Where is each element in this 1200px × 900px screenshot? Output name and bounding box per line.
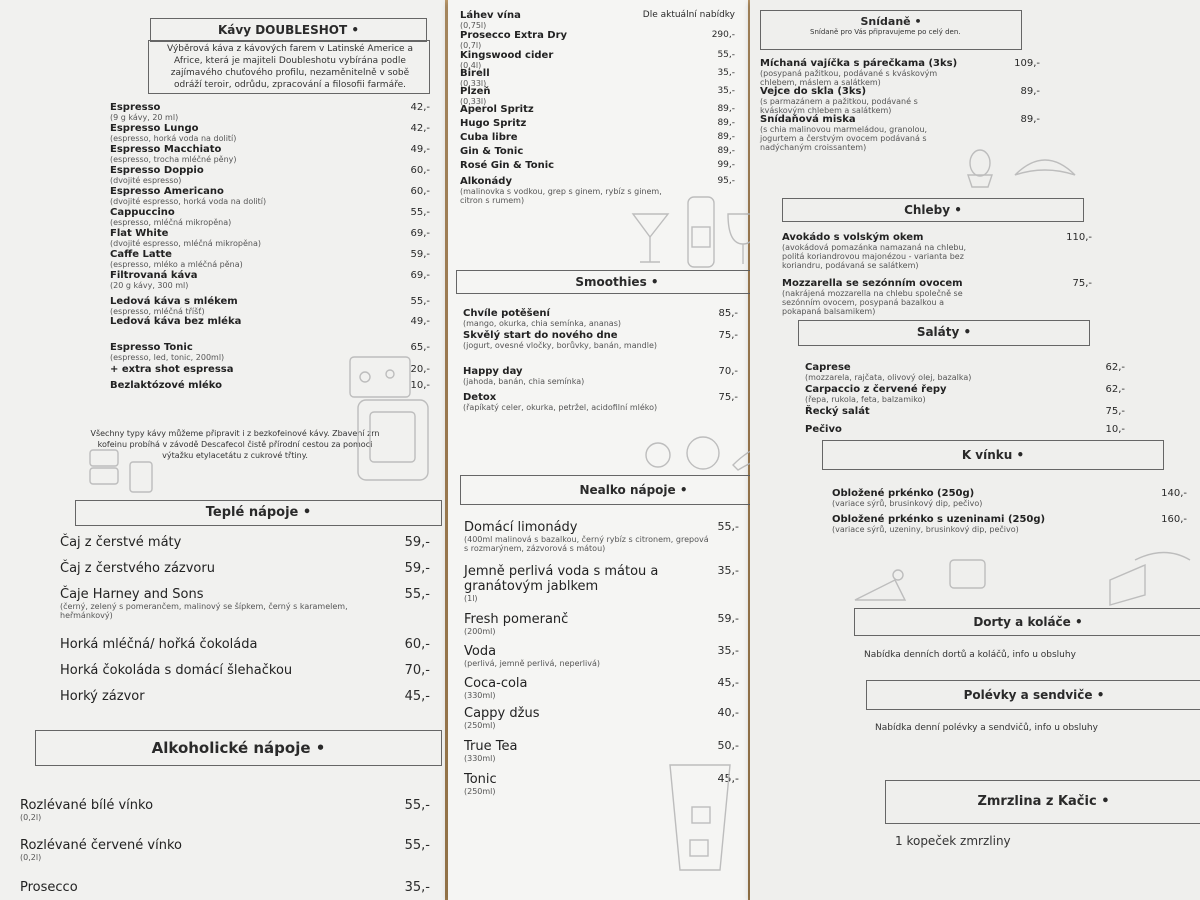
menu-item-name: Cappy džus bbox=[464, 706, 540, 721]
menu-item-description: (0,33l) bbox=[460, 79, 487, 88]
menu-item-description: (20 g kávy, 300 ml) bbox=[110, 281, 189, 290]
menu-item bbox=[463, 330, 748, 350]
menu-item-name: Obložené prkénko s uzeninami (250g) bbox=[832, 514, 1046, 525]
menu-item bbox=[110, 228, 440, 248]
menu-item-price: 59,- bbox=[404, 561, 430, 576]
menu-item-name: Jemně perlivá voda s mátou a granátovým jablkem bbox=[464, 564, 659, 594]
cakes-note: Nabídka denních dortů a koláčů, info u obsluhy bbox=[864, 650, 1076, 660]
menu-item-description: (variace sýrů, uzeniny, brusinkový dip, pečivo) bbox=[832, 525, 1019, 534]
menu-item-name: Míchaná vajíčka s párečkama (3ks) bbox=[760, 58, 958, 69]
menu-item-name: Ledová káva s mlékem bbox=[110, 296, 238, 307]
menu-item bbox=[110, 186, 440, 206]
menu-item-description: (dvojité espresso) bbox=[110, 176, 182, 185]
menu-item-name: Espresso Doppio bbox=[110, 165, 204, 176]
menu-item-price: 10,- bbox=[410, 380, 430, 391]
menu-item-name: Cuba libre bbox=[460, 132, 518, 143]
section-header-breads: Chleby • bbox=[782, 198, 1084, 222]
menu-item-price: 60,- bbox=[410, 186, 430, 197]
menu-item-price: Dle aktuální nabídky bbox=[642, 10, 735, 20]
menu-item-name: Ledová káva bez mléka bbox=[110, 316, 242, 327]
menu-item-price: 45,- bbox=[717, 676, 739, 689]
wine-snacks-list bbox=[832, 488, 1197, 548]
menu-item-price: 35,- bbox=[404, 880, 430, 895]
menu-item-name: Plzeň bbox=[460, 86, 491, 97]
menu-item-price: 35,- bbox=[717, 644, 739, 657]
menu-item-description: (espresso, mléčná mikropěna) bbox=[110, 218, 232, 227]
menu-item bbox=[110, 123, 440, 143]
menu-item bbox=[760, 58, 1050, 87]
menu-item-price: 50,- bbox=[717, 739, 739, 752]
menu-item-price: 42,- bbox=[410, 123, 430, 134]
menu-item-price: 59,- bbox=[404, 535, 430, 550]
menu-item-description: (0,4l) bbox=[460, 61, 482, 70]
menu-item-price: 69,- bbox=[410, 228, 430, 239]
menu-item bbox=[460, 10, 745, 30]
menu-item-name: Rosé Gin & Tonic bbox=[460, 160, 555, 171]
menu-item-price: 290,- bbox=[711, 30, 735, 40]
menu-item-name: Birell bbox=[460, 68, 490, 79]
menu-item-price: 59,- bbox=[717, 612, 739, 625]
hot-drinks-list bbox=[60, 535, 440, 745]
menu-item-price: 55,- bbox=[410, 207, 430, 218]
menu-item-price: 89,- bbox=[1020, 114, 1040, 125]
menu-item bbox=[460, 50, 745, 70]
menu-item-name: Čaje Harney and Sons bbox=[60, 587, 204, 602]
menu-item-name: Bezlaktózové mléko bbox=[110, 380, 223, 391]
menu-item-name: + extra shot espressa bbox=[110, 364, 234, 375]
menu-item bbox=[60, 587, 440, 620]
menu-item bbox=[60, 561, 440, 576]
menu-item-name: Flat White bbox=[110, 228, 169, 239]
menu-item-price: 65,- bbox=[410, 342, 430, 353]
menu-item-name: Carpaccio z červené řepy bbox=[805, 384, 947, 395]
menu-item-description: (0,2l) bbox=[20, 853, 42, 862]
menu-item-price: 160,- bbox=[1161, 514, 1187, 525]
menu-item-price: 45,- bbox=[404, 689, 430, 704]
menu-item-price: 62,- bbox=[1105, 362, 1125, 373]
menu-item-name: Vejce do skla (3ks) bbox=[760, 86, 867, 97]
smoothies-list bbox=[463, 308, 748, 423]
menu-item-description: (variace sýrů, brusinkový dip, pečivo) bbox=[832, 499, 983, 508]
menu-item-description: (200ml) bbox=[464, 627, 496, 636]
menu-item-name: Detox bbox=[463, 392, 497, 403]
coffee-machine-illustration-icon bbox=[340, 352, 440, 492]
menu-item-description: (malinovka s vodkou, grep s ginem, rybíz s ginem, citron s rumem) bbox=[460, 187, 662, 205]
menu-item-price: 75,- bbox=[1105, 406, 1125, 417]
menu-item-name: Mozzarella se sezónním ovocem bbox=[782, 278, 963, 289]
menu-item bbox=[20, 838, 440, 862]
menu-item-description: (s chia malinovou marmeládou, granolou, jogurtem a čerstvým ovocem podávaná s nadýchaným croissantem) bbox=[760, 125, 928, 152]
menu-item-name: Horký zázvor bbox=[60, 689, 145, 704]
menu-item-price: 42,- bbox=[410, 102, 430, 113]
menu-item-name: Coca-cola bbox=[464, 676, 528, 691]
menu-item bbox=[110, 249, 440, 269]
menu-item-name: Happy day bbox=[463, 366, 523, 377]
menu-item-price: 35,- bbox=[717, 68, 735, 78]
menu-item-name: Řecký salát bbox=[805, 406, 870, 417]
menu-item-price: 59,- bbox=[410, 249, 430, 260]
menu-item bbox=[760, 86, 1050, 115]
section-title-hot-drinks: Teplé nápoje bbox=[205, 505, 299, 520]
menu-item-price: 89,- bbox=[717, 118, 735, 128]
menu-item bbox=[464, 706, 749, 730]
salads-list bbox=[805, 362, 1135, 447]
menu-item bbox=[460, 146, 745, 157]
menu-item-name: Prosecco bbox=[20, 880, 78, 895]
menu-item-price: 10,- bbox=[1105, 424, 1125, 435]
menu-item-price: 55,- bbox=[404, 587, 430, 602]
menu-item-name: Kingswood cider bbox=[460, 50, 554, 61]
coffee-intro-text: Výběrová káva z kávových farem v Latinské Americe a Africe, která je majiteli Doubleshotu vybírána podle zajímavého chuťového profilu, nezaměnitelně v sobě odráží teroir, odrůdu, zpracování a filosofii farmáře. bbox=[167, 44, 413, 90]
menu-item-price: 85,- bbox=[718, 308, 738, 319]
menu-item-price: 35,- bbox=[717, 564, 739, 577]
menu-item bbox=[464, 564, 749, 603]
menu-item-price: 55,- bbox=[717, 50, 735, 60]
menu-item-description: (černý, zelený s pomerančem, malinový se šípkem, černý s karamelem, heřmánkový) bbox=[60, 602, 348, 620]
menu-item bbox=[805, 424, 1135, 435]
section-header-cakes: Dorty a koláče • bbox=[854, 608, 1200, 636]
section-header-alcohol: Alkoholické nápoje • bbox=[35, 730, 442, 766]
menu-item-name: Čaj z čerstvé máty bbox=[60, 535, 182, 550]
menu-item-name: Rozlévané červené vínko bbox=[20, 838, 182, 853]
breakfast-subtitle: Snídaně pro Vás připravujeme po celý den. bbox=[810, 28, 961, 36]
section-header-hot-drinks: Teplé nápoje • bbox=[75, 500, 442, 526]
menu-item-name: Horká mléčná/ hořká čokoláda bbox=[60, 637, 258, 652]
section-title-cakes: Dorty a koláče bbox=[973, 615, 1071, 629]
menu-item-description: (9 g kávy, 20 ml) bbox=[110, 113, 179, 122]
menu-item-name: Snídaňová miska bbox=[760, 114, 856, 125]
menu-item-description: (espresso, horká voda na dolití) bbox=[110, 134, 237, 143]
menu-item bbox=[460, 30, 745, 50]
menu-item bbox=[782, 232, 1102, 270]
menu-item bbox=[463, 366, 748, 386]
menu-item-description: (0,75l) bbox=[460, 21, 487, 30]
menu-item-name: Aperol Spritz bbox=[460, 104, 534, 115]
section-header-icecream: Zmrzlina z Kačic • bbox=[885, 780, 1200, 824]
menu-item-price: 110,- bbox=[1066, 232, 1092, 243]
menu-panel-left bbox=[0, 0, 445, 900]
menu-item-name: Fresh pomeranč bbox=[464, 612, 569, 627]
menu-item-price: 40,- bbox=[717, 706, 739, 719]
menu-item bbox=[110, 207, 440, 227]
menu-item-name: Hugo Spritz bbox=[460, 118, 527, 129]
menu-item-name: Espresso Americano bbox=[110, 186, 224, 197]
decaf-note: Všechny typy kávy můžeme připravit i z bezkofeinové kávy. Zbavení zrn kofeinu probíhá v závodě Descafecol čistě přírodní cestou za pomoci výtažku etylacetátu z cukrové třtiny. bbox=[90, 429, 380, 460]
menu-item-price: 60,- bbox=[410, 165, 430, 176]
menu-item-name: Espresso Tonic bbox=[110, 342, 193, 353]
menu-item-description: (nakrájená mozzarella na chlebu společně se sezónním ovocem, posypaná bazalkou a pokapaná balsamikem) bbox=[782, 289, 963, 316]
menu-item-description: (dvojité espresso, horká voda na dolití) bbox=[110, 197, 267, 206]
menu-item-description: (espresso, mléčná tříšť) bbox=[110, 307, 205, 316]
menu-item bbox=[60, 689, 440, 704]
menu-item-name: Gin & Tonic bbox=[460, 146, 524, 157]
menu-item-description: (espresso, mléko a mléčná pěna) bbox=[110, 260, 243, 269]
menu-item bbox=[463, 308, 748, 328]
menu-item-name: Pečivo bbox=[805, 424, 842, 435]
menu-item bbox=[110, 102, 440, 122]
menu-item bbox=[110, 316, 440, 327]
menu-item bbox=[464, 520, 749, 553]
menu-item-price: 89,- bbox=[1020, 86, 1040, 97]
menu-item bbox=[464, 644, 749, 668]
menu-item bbox=[20, 798, 440, 822]
soups-note: Nabídka denní polévky a sendvičů, info u obsluhy bbox=[875, 723, 1098, 733]
menu-item-description: (400ml malinová s bazalkou, černý rybíz s citronem, grepová s rozmarýnem, zázvorová s mátou) bbox=[464, 535, 709, 553]
drink-glass-illustration-icon bbox=[660, 745, 740, 875]
section-title-breakfast: Snídaně bbox=[860, 15, 911, 28]
menu-item-name: Espresso Macchiato bbox=[110, 144, 222, 155]
section-header-smoothies: Smoothies • bbox=[456, 270, 778, 294]
menu-item-description: (jogurt, ovesné vločky, borůvky, banán, mandle) bbox=[463, 341, 658, 350]
menu-item-name: Espresso Lungo bbox=[110, 123, 199, 134]
menu-item-description: (perlivá, jemně perlivá, neperlivá) bbox=[464, 659, 600, 668]
menu-item bbox=[110, 144, 440, 164]
menu-item-description: (espresso, led, tonic, 200ml) bbox=[110, 353, 225, 362]
menu-item-name: Láhev vína bbox=[460, 10, 521, 21]
menu-item bbox=[110, 165, 440, 185]
section-title-wine-snacks: K vínku bbox=[961, 448, 1013, 462]
menu-item bbox=[60, 637, 440, 652]
menu-item-description: (mango, okurka, chia semínka, ananas) bbox=[463, 319, 621, 328]
menu-item-name: Alkonády bbox=[460, 176, 512, 187]
menu-item-price: 75,- bbox=[718, 330, 738, 341]
menu-item-price: 55,- bbox=[717, 520, 739, 533]
menu-item bbox=[460, 86, 745, 106]
menu-item-price: 62,- bbox=[1105, 384, 1125, 395]
menu-item-price: 75,- bbox=[1072, 278, 1092, 289]
menu-item-name: Obložené prkénko (250g) bbox=[832, 488, 975, 499]
section-header-coffee: Kávy DOUBLESHOT • bbox=[150, 18, 427, 42]
menu-item-description: (330ml) bbox=[464, 691, 496, 700]
menu-item bbox=[60, 535, 440, 550]
menu-item-price: 75,- bbox=[718, 392, 738, 403]
section-title-salads: Saláty bbox=[916, 325, 960, 339]
menu-item-description: (jahoda, banán, chia semínka) bbox=[463, 377, 585, 386]
menu-item bbox=[460, 104, 745, 115]
menu-item-description: (250ml) bbox=[464, 787, 496, 796]
menu-item-name: Horká čokoláda s domácí šlehačkou bbox=[60, 663, 293, 678]
section-title-alcohol: Alkoholické nápoje bbox=[151, 739, 311, 757]
menu-item-name: Caffe Latte bbox=[110, 249, 172, 260]
menu-item-price: 49,- bbox=[410, 144, 430, 155]
menu-item-price: 70,- bbox=[718, 366, 738, 377]
menu-item-name: Avokádo s volským okem bbox=[782, 232, 924, 243]
menu-item-price: 60,- bbox=[404, 637, 430, 652]
menu-item-price: 45,- bbox=[717, 772, 739, 785]
menu-item bbox=[464, 676, 749, 700]
section-title-breads: Chleby bbox=[904, 203, 951, 217]
menu-item-description: (250ml) bbox=[464, 721, 496, 730]
menu-item-price: 55,- bbox=[410, 296, 430, 307]
menu-item-description: (mozzarela, rajčata, olivový olej, bazalka) bbox=[805, 373, 972, 382]
menu-item-name: Čaj z čerstvého zázvoru bbox=[60, 561, 215, 576]
menu-item bbox=[805, 384, 1135, 404]
menu-item-price: 89,- bbox=[717, 104, 735, 114]
section-title-soups: Polévky a sendviče bbox=[963, 688, 1093, 702]
menu-item-description: (0,2l) bbox=[20, 813, 42, 822]
menu-item-price: 99,- bbox=[717, 160, 735, 170]
menu-item-price: 69,- bbox=[410, 270, 430, 281]
menu-item-name: True Tea bbox=[464, 739, 518, 754]
menu-item bbox=[805, 406, 1135, 417]
cheese-sausage-illustration-icon bbox=[1105, 540, 1195, 610]
menu-item-name: Skvělý start do nového dne bbox=[463, 330, 618, 341]
menu-item-description: (0,33l) bbox=[460, 97, 487, 106]
menu-item-name: Voda bbox=[464, 644, 497, 659]
menu-item bbox=[805, 362, 1135, 382]
menu-item-name: Tonic bbox=[464, 772, 497, 787]
menu-item-price: 89,- bbox=[717, 132, 735, 142]
menu-item bbox=[460, 68, 745, 88]
menu-item-description: (posypaná pažitkou, podávané s kváskovým chlebem, máslem a salátkem) bbox=[760, 69, 938, 87]
menu-item-name: Cappuccino bbox=[110, 207, 175, 218]
menu-item-name: Filtrovaná káva bbox=[110, 270, 198, 281]
alcohol-list bbox=[20, 798, 440, 900]
menu-item-price: 140,- bbox=[1161, 488, 1187, 499]
menu-item bbox=[60, 663, 440, 678]
drinks-list bbox=[460, 10, 745, 210]
menu-item-price: 20,- bbox=[410, 364, 430, 375]
menu-item-price: 55,- bbox=[404, 838, 430, 853]
menu-item bbox=[782, 278, 1102, 316]
breakfast-illustration-icon bbox=[960, 145, 1090, 190]
menu-panel-middle bbox=[448, 0, 748, 900]
section-header-salads: Saláty • bbox=[798, 320, 1090, 346]
menu-item-name: Domácí limonády bbox=[464, 520, 578, 535]
menu-item bbox=[110, 296, 440, 316]
menu-item-name: Prosecco Extra Dry bbox=[460, 30, 568, 41]
menu-item bbox=[110, 270, 440, 290]
menu-item-price: 49,- bbox=[410, 316, 430, 327]
section-title-smoothies: Smoothies bbox=[575, 275, 647, 289]
menu-item-price: 70,- bbox=[404, 663, 430, 678]
menu-item-price: 109,- bbox=[1014, 58, 1040, 69]
menu-item-description: (espresso, trocha mléčné pěny) bbox=[110, 155, 237, 164]
coffee-cups-illustration-icon bbox=[85, 440, 165, 500]
breads-list bbox=[782, 232, 1102, 322]
menu-item bbox=[832, 514, 1197, 534]
section-header-soft-drinks: Nealko nápoje • bbox=[460, 475, 807, 505]
menu-item-description: (řapíkatý celer, okurka, petržel, acidofilní mléko) bbox=[463, 403, 658, 412]
menu-item-name: Caprese bbox=[805, 362, 851, 373]
menu-item-price: 55,- bbox=[404, 798, 430, 813]
menu-item-price: 95,- bbox=[717, 176, 735, 186]
section-header-wine-snacks: K vínku • bbox=[822, 440, 1164, 470]
menu-item-description: (1l) bbox=[464, 594, 478, 603]
section-header-soups: Polévky a sendviče • bbox=[866, 680, 1200, 710]
menu-item bbox=[460, 132, 745, 143]
menu-item bbox=[832, 488, 1197, 508]
menu-item-description: (0,7l) bbox=[460, 41, 482, 50]
section-title-icecream: Zmrzlina z Kačic bbox=[977, 794, 1097, 809]
icecream-note: 1 kopeček zmrzliny bbox=[895, 834, 1011, 848]
section-title-soft-drinks: Nealko nápoje bbox=[579, 483, 676, 497]
section-title-coffee: Kávy DOUBLESHOT bbox=[217, 23, 348, 37]
menu-item bbox=[20, 880, 440, 895]
menu-item bbox=[460, 160, 745, 171]
menu-item-description: (avokádová pomazánka namazaná na chlebu, politá koriandrovou majonézou - varianta bez koriandru, podávaná se salátkem) bbox=[782, 243, 967, 270]
menu-panel-right bbox=[750, 0, 1200, 900]
menu-item-description: (dvojité espresso, mléčná mikropěna) bbox=[110, 239, 261, 248]
menu-item-description: (s parmazánem a pažitkou, podávané s kváskovým chlebem a salátkem) bbox=[760, 97, 918, 115]
menu-item-price: 35,- bbox=[717, 86, 735, 96]
menu-item-description: (330ml) bbox=[464, 754, 496, 763]
menu-item-name: Chvíle potěšení bbox=[463, 308, 550, 319]
menu-item bbox=[463, 392, 748, 412]
menu-item-name: Rozlévané bílé vínko bbox=[20, 798, 154, 813]
section-header-breakfast: Snídaně • bbox=[760, 10, 1022, 50]
menu-item-name: Espresso bbox=[110, 102, 161, 113]
menu-item-description: (řepa, rukola, feta, balzamiko) bbox=[805, 395, 926, 404]
menu-item bbox=[464, 612, 749, 636]
menu-item-price: 89,- bbox=[717, 146, 735, 156]
menu-item bbox=[460, 118, 745, 129]
